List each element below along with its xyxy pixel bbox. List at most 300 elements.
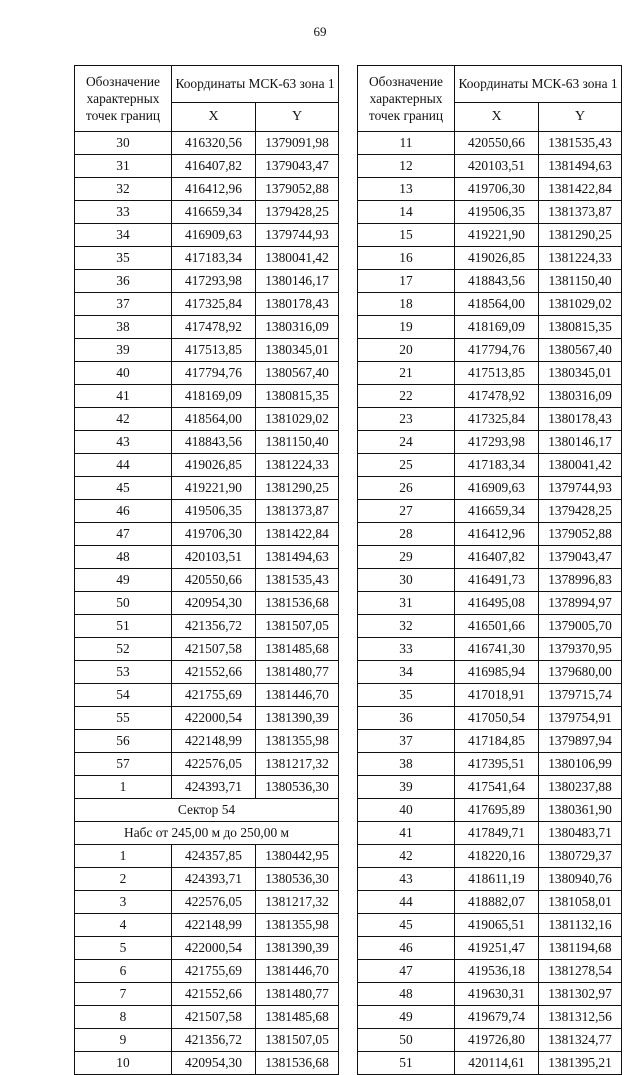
x-cell: 424393,71 xyxy=(172,868,256,891)
table-row xyxy=(75,983,339,1006)
y-cell: 1380815,35 xyxy=(256,385,339,408)
table-row xyxy=(75,477,339,500)
point-id-cell: 51 xyxy=(358,1052,455,1075)
point-id-cell: 33 xyxy=(358,638,455,661)
table-row xyxy=(75,615,339,638)
y-cell: 1381446,70 xyxy=(256,960,339,983)
x-cell: 418843,56 xyxy=(172,431,256,454)
y-cell: 1379370,95 xyxy=(539,638,622,661)
y-cell: 1381422,84 xyxy=(256,523,339,546)
x-cell: 422000,54 xyxy=(172,707,256,730)
table-row xyxy=(358,684,622,707)
point-id-cell: 52 xyxy=(75,638,172,661)
y-cell: 1379428,25 xyxy=(256,201,339,224)
x-cell: 422000,54 xyxy=(172,937,256,960)
x-cell: 416909,63 xyxy=(455,477,539,500)
x-cell: 420954,30 xyxy=(172,1052,256,1075)
table-row xyxy=(358,983,622,1006)
y-cell: 1381278,54 xyxy=(539,960,622,983)
x-cell: 417183,34 xyxy=(455,454,539,477)
y-cell: 1378996,83 xyxy=(539,569,622,592)
x-cell: 418169,09 xyxy=(455,316,539,339)
point-id-cell: 19 xyxy=(358,316,455,339)
y-cell: 1380815,35 xyxy=(539,316,622,339)
point-id-cell: 35 xyxy=(358,684,455,707)
x-cell: 417794,76 xyxy=(172,362,256,385)
point-id-cell: 54 xyxy=(75,684,172,707)
page-number: 69 xyxy=(313,24,327,39)
point-id-cell: 30 xyxy=(358,569,455,592)
table-row xyxy=(75,960,339,983)
point-id-cell: 8 xyxy=(75,1006,172,1029)
point-id-cell: 38 xyxy=(75,316,172,339)
x-cell: 424357,85 xyxy=(172,845,256,868)
y-header: Y xyxy=(539,103,622,132)
y-cell: 1380536,30 xyxy=(256,776,339,799)
point-id-cell: 17 xyxy=(358,270,455,293)
x-cell: 418843,56 xyxy=(455,270,539,293)
x-cell: 421755,69 xyxy=(172,960,256,983)
table-row xyxy=(75,730,339,753)
y-cell: 1380442,95 xyxy=(256,845,339,868)
x-cell: 419679,74 xyxy=(455,1006,539,1029)
y-cell: 1381536,68 xyxy=(256,1052,339,1075)
x-cell: 417325,84 xyxy=(455,408,539,431)
point-id-cell: 34 xyxy=(358,661,455,684)
point-id-cell: 9 xyxy=(75,1029,172,1052)
y-header: Y xyxy=(256,103,339,132)
point-id-cell: 10 xyxy=(75,1052,172,1075)
y-cell: 1380483,71 xyxy=(539,822,622,845)
x-cell: 416412,96 xyxy=(172,178,256,201)
table-row xyxy=(358,1052,622,1075)
point-id-cell: 34 xyxy=(75,224,172,247)
x-cell: 421356,72 xyxy=(172,615,256,638)
y-cell: 1381507,05 xyxy=(256,1029,339,1052)
y-cell: 1380178,43 xyxy=(539,408,622,431)
x-cell: 416909,63 xyxy=(172,224,256,247)
point-id-cell: 4 xyxy=(75,914,172,937)
table-row xyxy=(75,707,339,730)
y-cell: 1381485,68 xyxy=(256,638,339,661)
point-id-cell: 40 xyxy=(358,799,455,822)
point-id-cell: 18 xyxy=(358,293,455,316)
point-id-cell: 50 xyxy=(358,1029,455,1052)
y-cell: 1379043,47 xyxy=(256,155,339,178)
x-cell: 422148,99 xyxy=(172,730,256,753)
y-cell: 1380106,99 xyxy=(539,753,622,776)
point-id-cell: 15 xyxy=(358,224,455,247)
table-row xyxy=(358,615,622,638)
x-cell: 421507,58 xyxy=(172,1006,256,1029)
x-cell: 417478,92 xyxy=(172,316,256,339)
table-row xyxy=(358,799,622,822)
table-row xyxy=(358,408,622,431)
y-cell: 1381535,43 xyxy=(539,132,622,155)
x-cell: 417293,98 xyxy=(455,431,539,454)
x-cell: 417695,89 xyxy=(455,799,539,822)
x-cell: 420103,51 xyxy=(172,546,256,569)
y-cell: 1381507,05 xyxy=(256,615,339,638)
point-id-cell: 41 xyxy=(75,385,172,408)
table-row xyxy=(75,638,339,661)
point-id-cell: 41 xyxy=(358,822,455,845)
table-row xyxy=(75,408,339,431)
table-row xyxy=(75,891,339,914)
table-row xyxy=(75,454,339,477)
y-cell: 1379744,93 xyxy=(539,477,622,500)
x-cell: 422148,99 xyxy=(172,914,256,937)
table-row xyxy=(358,293,622,316)
point-id-cell: 53 xyxy=(75,661,172,684)
y-cell: 1379680,00 xyxy=(539,661,622,684)
y-cell: 1381355,98 xyxy=(256,914,339,937)
y-cell: 1379005,70 xyxy=(539,615,622,638)
table-row xyxy=(358,454,622,477)
point-id-cell: 37 xyxy=(75,293,172,316)
y-cell: 1381290,25 xyxy=(539,224,622,247)
point-id-cell: 2 xyxy=(75,868,172,891)
x-cell: 418882,07 xyxy=(455,891,539,914)
table-row xyxy=(358,776,622,799)
table-row xyxy=(75,523,339,546)
table-row xyxy=(358,132,622,155)
table-row xyxy=(75,753,339,776)
point-id-cell: 44 xyxy=(75,454,172,477)
table-row xyxy=(358,316,622,339)
y-cell: 1381390,39 xyxy=(256,937,339,960)
point-id-cell: 32 xyxy=(358,615,455,638)
left-table-body-bottom xyxy=(75,845,339,1075)
sector-block xyxy=(75,799,339,845)
point-id-cell: 48 xyxy=(75,546,172,569)
point-id-cell: 45 xyxy=(75,477,172,500)
x-cell: 421552,66 xyxy=(172,983,256,1006)
y-cell: 1381395,21 xyxy=(539,1052,622,1075)
x-cell: 420550,66 xyxy=(172,569,256,592)
table-row xyxy=(75,569,339,592)
x-cell: 420114,61 xyxy=(455,1052,539,1075)
point-id-cell: 23 xyxy=(358,408,455,431)
point-id-cell: 46 xyxy=(358,937,455,960)
y-cell: 1381029,02 xyxy=(256,408,339,431)
x-cell: 417513,85 xyxy=(455,362,539,385)
point-id-cell: 6 xyxy=(75,960,172,983)
point-id-cell: 39 xyxy=(358,776,455,799)
y-cell: 1381217,32 xyxy=(256,891,339,914)
y-cell: 1381194,68 xyxy=(539,937,622,960)
table-row xyxy=(358,707,622,730)
table-row xyxy=(358,500,622,523)
y-cell: 1380940,76 xyxy=(539,868,622,891)
point-id-cell: 24 xyxy=(358,431,455,454)
table-row xyxy=(358,914,622,937)
point-id-cell: 7 xyxy=(75,983,172,1006)
x-cell: 417293,98 xyxy=(172,270,256,293)
table-row xyxy=(358,431,622,454)
point-id-cell: 47 xyxy=(75,523,172,546)
x-cell: 417513,85 xyxy=(172,339,256,362)
point-id-cell: 39 xyxy=(75,339,172,362)
y-cell: 1381480,77 xyxy=(256,661,339,684)
y-cell: 1381217,32 xyxy=(256,753,339,776)
table-row xyxy=(75,155,339,178)
point-id-cell: 56 xyxy=(75,730,172,753)
point-id-cell: 44 xyxy=(358,891,455,914)
x-cell: 419706,30 xyxy=(455,178,539,201)
table-row xyxy=(358,477,622,500)
table-row xyxy=(75,914,339,937)
table-row xyxy=(75,776,339,799)
table-row xyxy=(75,201,339,224)
sector-title: Сектор 54 xyxy=(75,799,339,822)
x-cell: 417794,76 xyxy=(455,339,539,362)
y-cell: 1380729,37 xyxy=(539,845,622,868)
y-cell: 1380567,40 xyxy=(539,339,622,362)
y-cell: 1379715,74 xyxy=(539,684,622,707)
table-row xyxy=(358,339,622,362)
left-table-body-top xyxy=(75,132,339,799)
point-id-cell: 47 xyxy=(358,960,455,983)
x-cell: 419506,35 xyxy=(172,500,256,523)
x-cell: 422576,05 xyxy=(172,753,256,776)
table-row xyxy=(75,224,339,247)
x-cell: 416491,73 xyxy=(455,569,539,592)
table-row xyxy=(75,500,339,523)
table-row xyxy=(358,960,622,983)
point-id-cell: 40 xyxy=(75,362,172,385)
x-cell: 417183,34 xyxy=(172,247,256,270)
x-cell: 419251,47 xyxy=(455,937,539,960)
table-row xyxy=(358,592,622,615)
table-row xyxy=(358,937,622,960)
table-row xyxy=(358,270,622,293)
y-cell: 1381422,84 xyxy=(539,178,622,201)
point-id-cell: 26 xyxy=(358,477,455,500)
table-row xyxy=(75,339,339,362)
point-id-cell: 5 xyxy=(75,937,172,960)
y-cell: 1381446,70 xyxy=(256,684,339,707)
point-id-cell: 1 xyxy=(75,845,172,868)
table-row xyxy=(358,155,622,178)
y-cell: 1380041,42 xyxy=(539,454,622,477)
x-cell: 418564,00 xyxy=(455,293,539,316)
y-cell: 1381029,02 xyxy=(539,293,622,316)
y-cell: 1380361,90 xyxy=(539,799,622,822)
table-row xyxy=(75,937,339,960)
x-cell: 421507,58 xyxy=(172,638,256,661)
x-cell: 419726,80 xyxy=(455,1029,539,1052)
point-id-cell: 55 xyxy=(75,707,172,730)
table-row xyxy=(358,845,622,868)
point-id-cell: 42 xyxy=(75,408,172,431)
table-row xyxy=(358,178,622,201)
point-id-cell: 38 xyxy=(358,753,455,776)
y-cell: 1380178,43 xyxy=(256,293,339,316)
y-cell: 1380316,09 xyxy=(539,385,622,408)
x-cell: 418611,19 xyxy=(455,868,539,891)
table-row xyxy=(358,730,622,753)
y-cell: 1381373,87 xyxy=(256,500,339,523)
y-cell: 1380536,30 xyxy=(256,868,339,891)
y-cell: 1381150,40 xyxy=(539,270,622,293)
y-cell: 1379043,47 xyxy=(539,546,622,569)
point-id-cell: 25 xyxy=(358,454,455,477)
x-cell: 419221,90 xyxy=(455,224,539,247)
y-cell: 1380316,09 xyxy=(256,316,339,339)
table-row xyxy=(358,1006,622,1029)
point-id-cell: 36 xyxy=(358,707,455,730)
x-cell: 416495,08 xyxy=(455,592,539,615)
point-id-cell: 32 xyxy=(75,178,172,201)
x-cell: 421552,66 xyxy=(172,661,256,684)
table-row xyxy=(358,523,622,546)
x-cell: 419706,30 xyxy=(172,523,256,546)
point-id-cell: 13 xyxy=(358,178,455,201)
y-cell: 1381150,40 xyxy=(256,431,339,454)
point-id-cell: 48 xyxy=(358,983,455,1006)
point-id-cell: 57 xyxy=(75,753,172,776)
point-id-cell: 27 xyxy=(358,500,455,523)
point-id-cell: 31 xyxy=(75,155,172,178)
table-row xyxy=(75,270,339,293)
x-cell: 421356,72 xyxy=(172,1029,256,1052)
table-row xyxy=(358,385,622,408)
table-row xyxy=(358,661,622,684)
table-row xyxy=(358,201,622,224)
point-id-cell: 14 xyxy=(358,201,455,224)
table-row xyxy=(358,822,622,845)
x-cell: 417478,92 xyxy=(455,385,539,408)
y-cell: 1378994,97 xyxy=(539,592,622,615)
y-cell: 1381224,33 xyxy=(539,247,622,270)
point-id-cell: 49 xyxy=(75,569,172,592)
x-cell: 416985,94 xyxy=(455,661,539,684)
point-id-cell: 29 xyxy=(358,546,455,569)
table-row xyxy=(75,684,339,707)
y-cell: 1381302,97 xyxy=(539,983,622,1006)
table-row xyxy=(358,546,622,569)
table-row xyxy=(75,178,339,201)
table-row xyxy=(75,362,339,385)
x-cell: 417050,54 xyxy=(455,707,539,730)
x-cell: 418564,00 xyxy=(172,408,256,431)
table-row xyxy=(358,868,622,891)
x-cell: 419536,18 xyxy=(455,960,539,983)
table-row xyxy=(75,1029,339,1052)
y-cell: 1379052,88 xyxy=(539,523,622,546)
y-cell: 1381480,77 xyxy=(256,983,339,1006)
point-id-cell: 21 xyxy=(358,362,455,385)
table-row xyxy=(75,868,339,891)
x-cell: 417018,91 xyxy=(455,684,539,707)
point-id-cell: 35 xyxy=(75,247,172,270)
x-cell: 418220,16 xyxy=(455,845,539,868)
x-cell: 418169,09 xyxy=(172,385,256,408)
sector-height: Набс от 245,00 м до 250,00 м xyxy=(75,822,339,845)
table-row xyxy=(358,362,622,385)
x-cell: 419065,51 xyxy=(455,914,539,937)
coords-header: Координаты МСК-63 зона 1 xyxy=(455,66,622,103)
table-row xyxy=(75,385,339,408)
x-cell: 417849,71 xyxy=(455,822,539,845)
y-cell: 1381536,68 xyxy=(256,592,339,615)
x-cell: 416407,82 xyxy=(172,155,256,178)
y-cell: 1381355,98 xyxy=(256,730,339,753)
table-row xyxy=(358,753,622,776)
x-cell: 424393,71 xyxy=(172,776,256,799)
x-cell: 419026,85 xyxy=(455,247,539,270)
table-row xyxy=(75,132,339,155)
right-coordinates-table xyxy=(357,65,622,1075)
y-cell: 1381535,43 xyxy=(256,569,339,592)
x-cell: 419026,85 xyxy=(172,454,256,477)
y-cell: 1380041,42 xyxy=(256,247,339,270)
x-cell: 420550,66 xyxy=(455,132,539,155)
point-id-cell: 43 xyxy=(75,431,172,454)
x-cell: 417541,64 xyxy=(455,776,539,799)
point-id-cell: 46 xyxy=(75,500,172,523)
table-row xyxy=(358,638,622,661)
x-cell: 416659,34 xyxy=(455,500,539,523)
point-id-cell: 50 xyxy=(75,592,172,615)
y-cell: 1379744,93 xyxy=(256,224,339,247)
y-cell: 1381494,63 xyxy=(256,546,339,569)
x-cell: 416412,96 xyxy=(455,523,539,546)
point-id-cell: 1 xyxy=(75,776,172,799)
coords-header: Координаты МСК-63 зона 1 xyxy=(172,66,339,103)
y-cell: 1381132,16 xyxy=(539,914,622,937)
point-id-cell: 20 xyxy=(358,339,455,362)
point-id-cell: 31 xyxy=(358,592,455,615)
x-cell: 422576,05 xyxy=(172,891,256,914)
y-cell: 1380237,88 xyxy=(539,776,622,799)
y-cell: 1381494,63 xyxy=(539,155,622,178)
x-cell: 419630,31 xyxy=(455,983,539,1006)
y-cell: 1379897,94 xyxy=(539,730,622,753)
y-cell: 1381485,68 xyxy=(256,1006,339,1029)
y-cell: 1381390,39 xyxy=(256,707,339,730)
point-id-cell: 3 xyxy=(75,891,172,914)
x-cell: 416320,56 xyxy=(172,132,256,155)
point-id-cell: 11 xyxy=(358,132,455,155)
x-cell: 416659,34 xyxy=(172,201,256,224)
y-cell: 1380146,17 xyxy=(256,270,339,293)
y-cell: 1381224,33 xyxy=(256,454,339,477)
right-table-body xyxy=(358,132,622,1075)
x-cell: 420954,30 xyxy=(172,592,256,615)
y-cell: 1380146,17 xyxy=(539,431,622,454)
x-cell: 419506,35 xyxy=(455,201,539,224)
x-cell: 419221,90 xyxy=(172,477,256,500)
y-cell: 1380345,01 xyxy=(256,339,339,362)
table-row xyxy=(75,661,339,684)
point-id-cell: 37 xyxy=(358,730,455,753)
x-cell: 421755,69 xyxy=(172,684,256,707)
point-id-cell: 28 xyxy=(358,523,455,546)
table-row xyxy=(75,1052,339,1075)
table-row xyxy=(75,546,339,569)
table-row xyxy=(358,891,622,914)
table-row xyxy=(75,431,339,454)
point-id-cell: 33 xyxy=(75,201,172,224)
table-row xyxy=(75,247,339,270)
table-row xyxy=(75,316,339,339)
point-id-cell: 51 xyxy=(75,615,172,638)
y-cell: 1381312,56 xyxy=(539,1006,622,1029)
point-id-cell: 16 xyxy=(358,247,455,270)
x-header: X xyxy=(455,103,539,132)
